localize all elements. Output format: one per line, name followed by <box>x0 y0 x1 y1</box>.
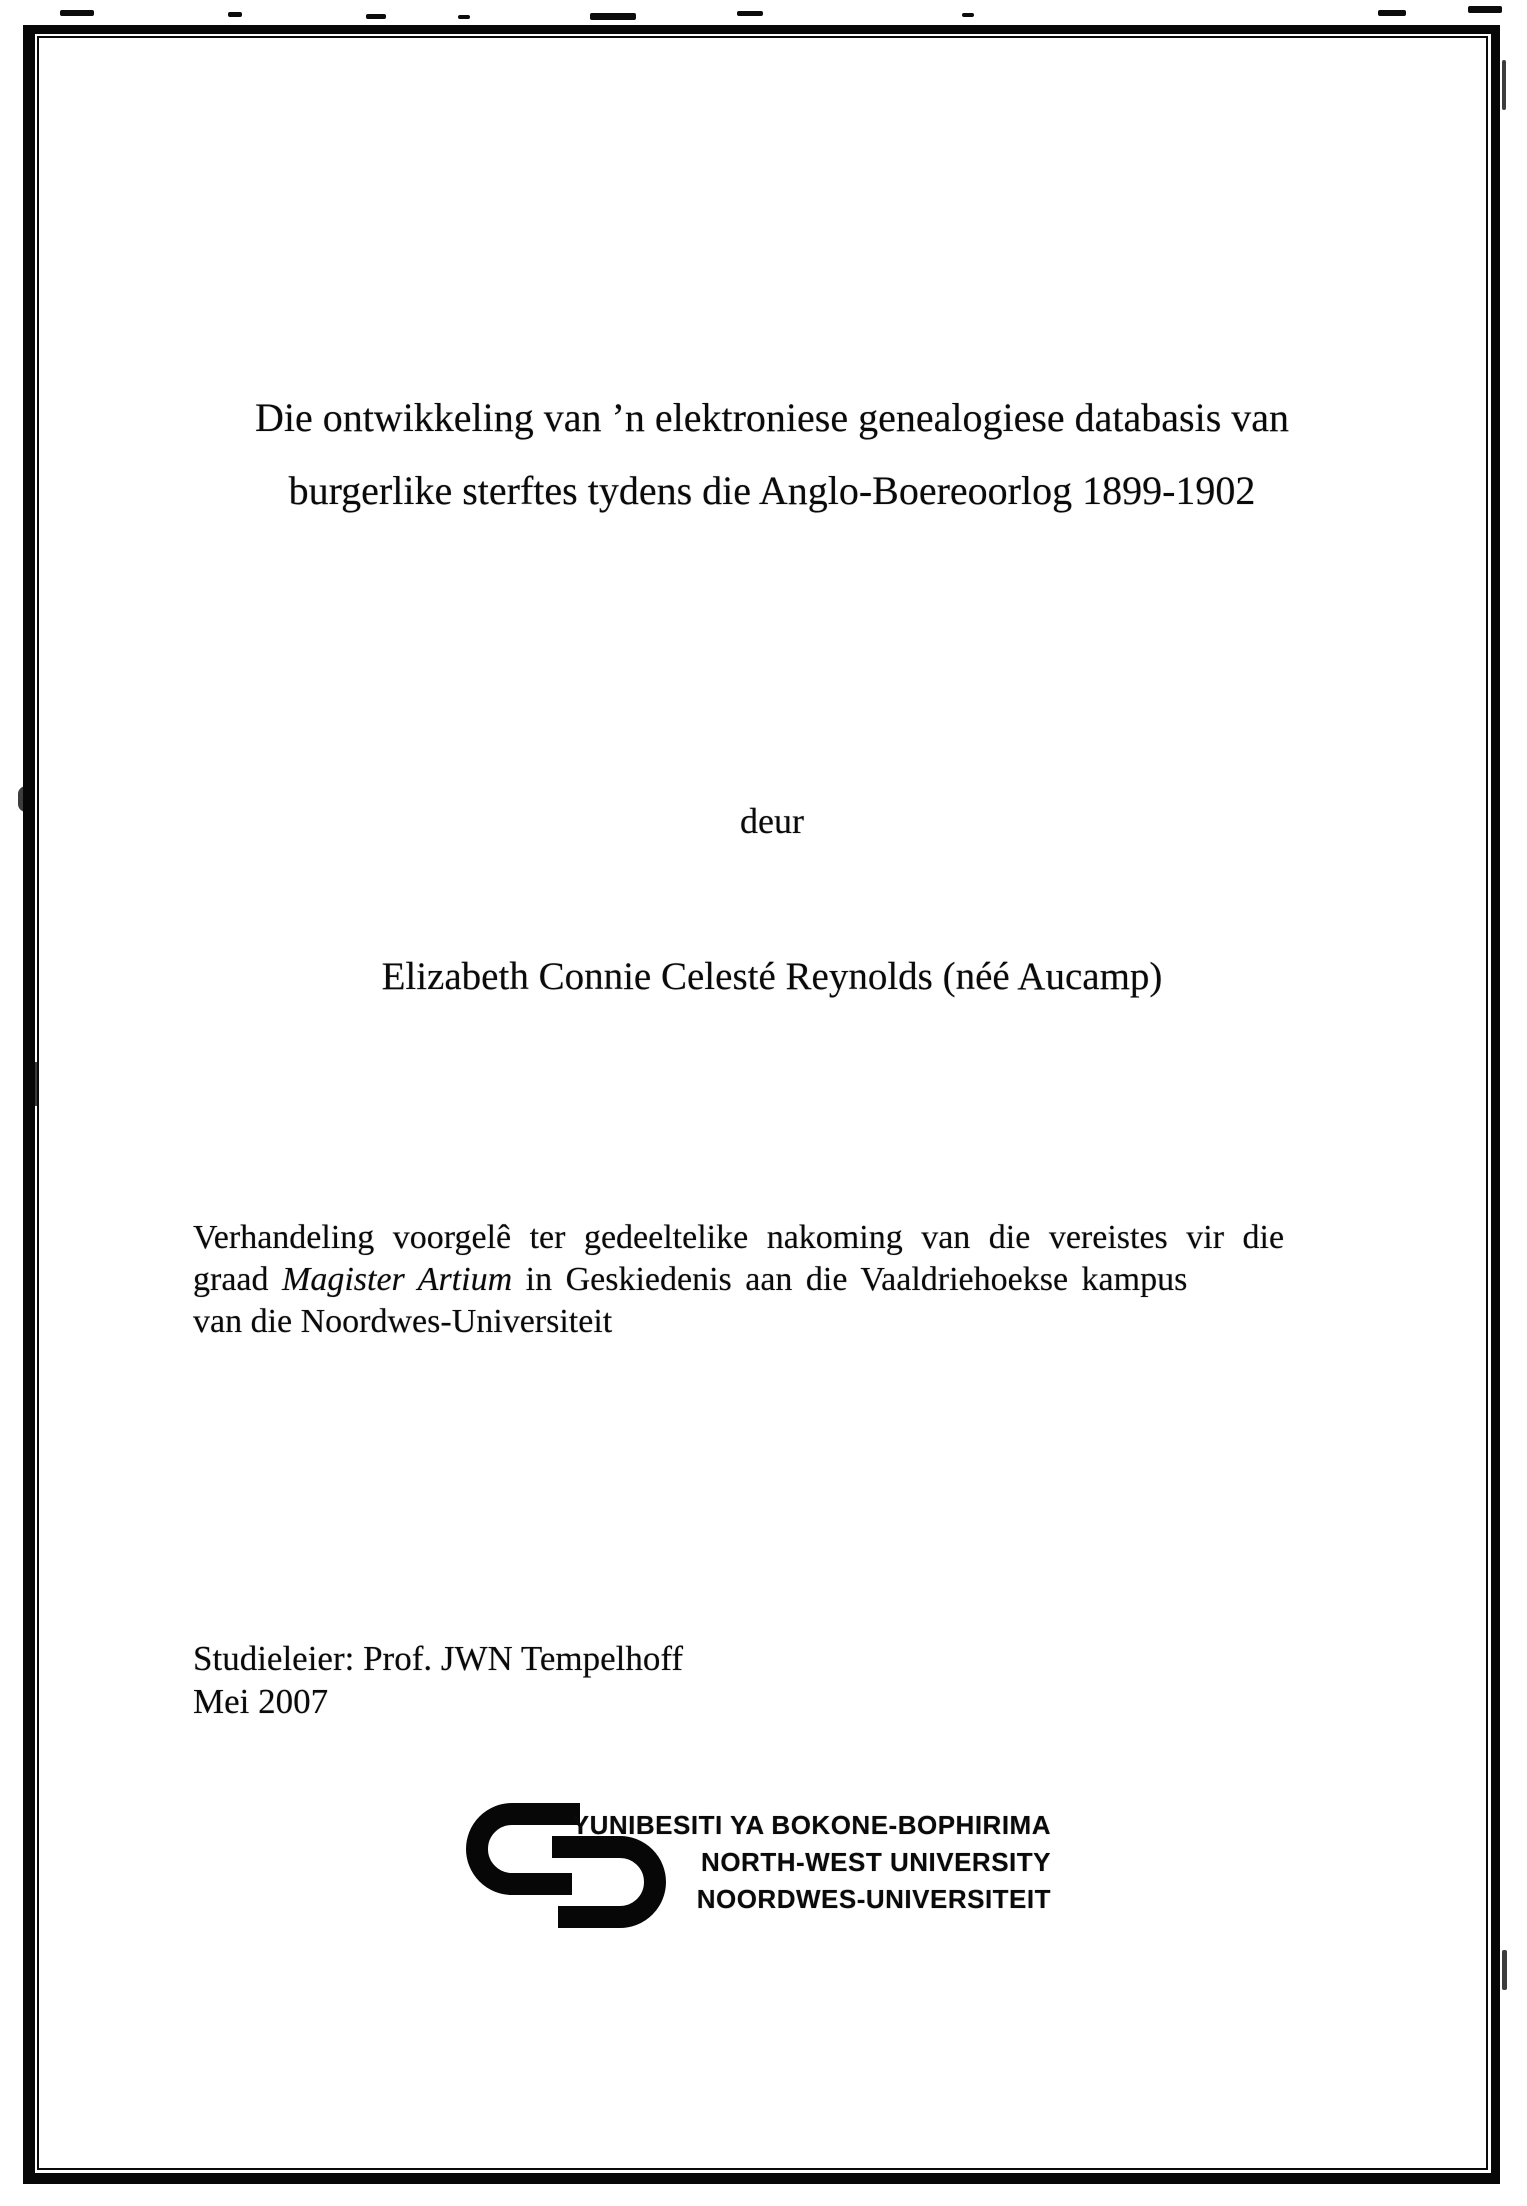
scan-artifact <box>1502 1950 1507 1990</box>
scan-artifact <box>590 13 636 20</box>
nwu-logo-text-line-1: YUNIBESITI YA BOKONE-BOPHIRIMA <box>571 1810 1051 1840</box>
scan-artifact <box>458 15 470 19</box>
degree-statement <box>193 1217 1351 1343</box>
scan-artifact <box>1502 60 1506 110</box>
supervisor-line: Studieleier: Prof. JWN Tempelhoff <box>193 1639 684 1678</box>
degree-name-italic: Magister Artium <box>282 1261 513 1298</box>
nwu-logo-text <box>560 1807 1051 1918</box>
scan-artifact <box>1468 6 1502 13</box>
scan-artifact <box>60 10 94 16</box>
page-title-line-2: burgerlike sterftes tydens die Anglo-Boereoorlog 1899-1902 <box>288 468 1256 513</box>
scan-artifact <box>228 12 242 17</box>
degree-statement-line-2-suffix: in Geskiedenis aan die Vaaldriehoekse kampus <box>512 1261 1188 1298</box>
nwu-logo-text-line-3: NOORDWES-UNIVERSITEIT <box>696 1884 1051 1914</box>
page-title-line-1: Die ontwikkeling van ’n elektroniese genealogiese databasis van <box>254 395 1290 440</box>
degree-statement-line-2 <box>193 1259 1351 1301</box>
scan-artifact <box>962 13 974 17</box>
author-name: Elizabeth Connie Celesté Reynolds (néé Aucamp) <box>381 955 1163 998</box>
degree-statement-line-3: van die Noordwes-Universiteit <box>193 1303 613 1340</box>
supervisor-block <box>193 1637 1351 1723</box>
degree-statement-line-2-prefix: graad <box>193 1261 283 1298</box>
degree-statement-line-1: Verhandeling voorgelê ter gedeeltelike nakoming van die vereistes vir die <box>193 1219 1285 1256</box>
byline: deur <box>740 801 804 841</box>
nwu-logo-text-line-2: NORTH-WEST UNIVERSITY <box>701 1847 1051 1877</box>
date-line: Mei 2007 <box>193 1682 329 1721</box>
scan-artifact <box>366 14 386 19</box>
scan-artifact <box>737 11 763 16</box>
scan-artifact <box>1378 10 1406 16</box>
